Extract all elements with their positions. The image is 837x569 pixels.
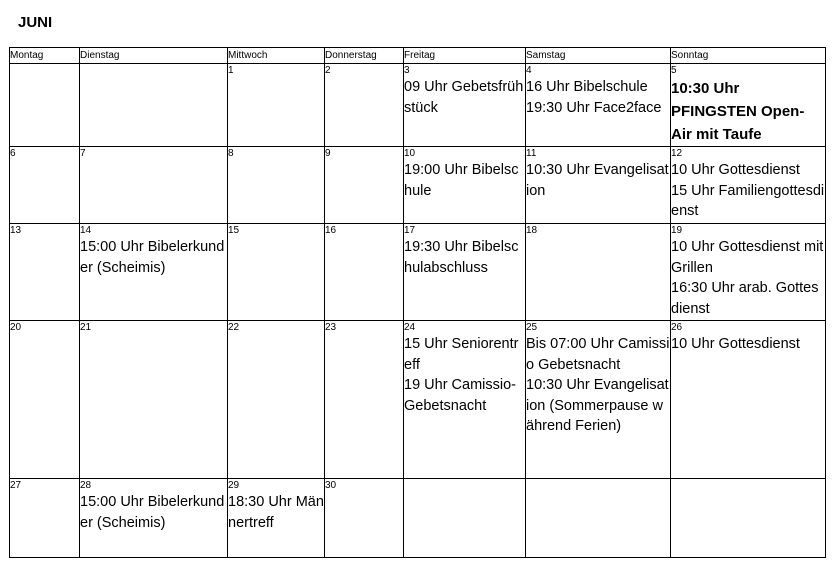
event-text: 15:00 Uhr Bibelerkunder (Scheimis) [80,494,225,531]
weekday-header-row [10,48,826,64]
week-row [10,321,826,479]
weekday-header: Mittwoch [228,48,325,64]
day-cell [526,321,671,479]
day-cell [671,64,826,147]
day-number [10,64,79,77]
event-text: 16 Uhr Bibelschule [526,79,648,95]
event-text: 19:00 Uhr Bibelschule [404,162,519,199]
weekday-header: Donnerstag [325,48,404,64]
event-text: 15 Uhr Familiengottesdienst [671,182,825,219]
weekday-header: Sonntag [671,48,826,64]
event-text: 19:30 Uhr Bibelschulabschluss [404,239,519,276]
day-cell [10,321,80,479]
weekday-header: Freitag [404,48,526,64]
event-text: 15:00 Uhr Bibelerkunder (Scheimis) [80,239,225,276]
day-number: 8 [228,148,234,159]
week-row [10,147,826,224]
day-number: 13 [10,225,22,236]
day-cell [80,64,228,147]
day-number: 22 [228,322,240,333]
day-number: 30 [325,480,337,491]
day-cell [526,224,671,321]
day-number: 6 [10,148,16,159]
event-text: 09 Uhr Gebetsfrühstück [404,79,524,116]
day-cell [671,479,826,558]
week-row [10,479,826,558]
day-number: 20 [10,322,22,333]
day-cell [404,224,526,321]
day-cell [228,321,325,479]
calendar-table [9,47,826,558]
day-cell [671,147,826,224]
event-text: 10 Uhr Gottesdienst [671,162,800,178]
day-number: 21 [80,322,92,333]
day-number: 26 [671,322,683,333]
day-number: 19 [671,225,683,236]
day-cell [228,64,325,147]
event-text: Bis 07:00 Uhr Camissio Gebetsnacht [526,336,670,373]
day-cell [671,224,826,321]
day-cell [325,147,404,224]
event-text: 10:30 Uhr PFINGSTEN Open-Air mit Taufe [671,80,805,143]
day-number: 23 [325,322,337,333]
day-number: 14 [80,225,92,236]
day-cell [671,321,826,479]
weekday-header: Dienstag [80,48,228,64]
event-text: 10:30 Uhr Evangelisation [526,162,669,199]
week-row [10,224,826,321]
day-cell [10,147,80,224]
day-cell [228,147,325,224]
day-cell [228,224,325,321]
event-text: 10 Uhr Gottesdienst mit Grillen [671,239,824,276]
day-number: 12 [671,148,683,159]
day-cell [80,147,228,224]
day-cell [526,147,671,224]
day-number: 1 [228,65,234,76]
day-cell [526,479,671,558]
day-number: 11 [526,148,537,159]
week-row [10,64,826,147]
day-number: 28 [80,480,92,491]
event-text: 18:30 Uhr Männertreff [228,494,324,531]
day-cell [404,321,526,479]
day-cell [404,64,526,147]
day-number [671,479,825,492]
day-number: 18 [526,225,538,236]
day-number: 7 [80,148,86,159]
day-number: 16 [325,225,337,236]
day-cell [80,224,228,321]
event-text: 10:30 Uhr Evangelisation (Sommerpause während Ferien) [526,377,669,434]
day-cell [10,224,80,321]
day-cell [325,479,404,558]
day-cell [325,224,404,321]
day-number: 4 [526,65,532,76]
day-number [80,64,227,77]
day-number: 27 [10,480,22,491]
day-number: 2 [325,65,331,76]
day-number: 3 [404,65,410,76]
event-text: 19:30 Uhr Face2face [526,99,662,116]
event-text: 19 Uhr Camissio-Gebetsnacht [404,377,516,414]
day-number [404,479,525,492]
event-text: 16:30 Uhr arab. Gottesdienst [671,280,819,317]
weekday-header: Samstag [526,48,671,64]
day-cell [404,147,526,224]
day-number: 17 [404,225,416,236]
day-number: 5 [671,65,677,76]
day-number: 24 [404,322,416,333]
event-text: 10 Uhr Gottesdienst [671,336,800,352]
day-cell [526,64,671,147]
day-number: 10 [404,148,416,159]
month-title: JUNI [18,14,53,31]
day-cell [325,321,404,479]
day-number: 15 [228,225,240,236]
day-cell [80,479,228,558]
day-cell [80,321,228,479]
day-cell [10,479,80,558]
day-number: 25 [526,322,538,333]
calendar-body [10,64,826,558]
day-cell [325,64,404,147]
day-cell [10,64,80,147]
day-number [526,479,670,492]
weekday-header: Montag [10,48,80,64]
day-cell [228,479,325,558]
day-number: 9 [325,148,331,159]
day-number: 29 [228,480,240,491]
event-text: 15 Uhr Seniorentreff [404,336,519,373]
day-cell [404,479,526,558]
